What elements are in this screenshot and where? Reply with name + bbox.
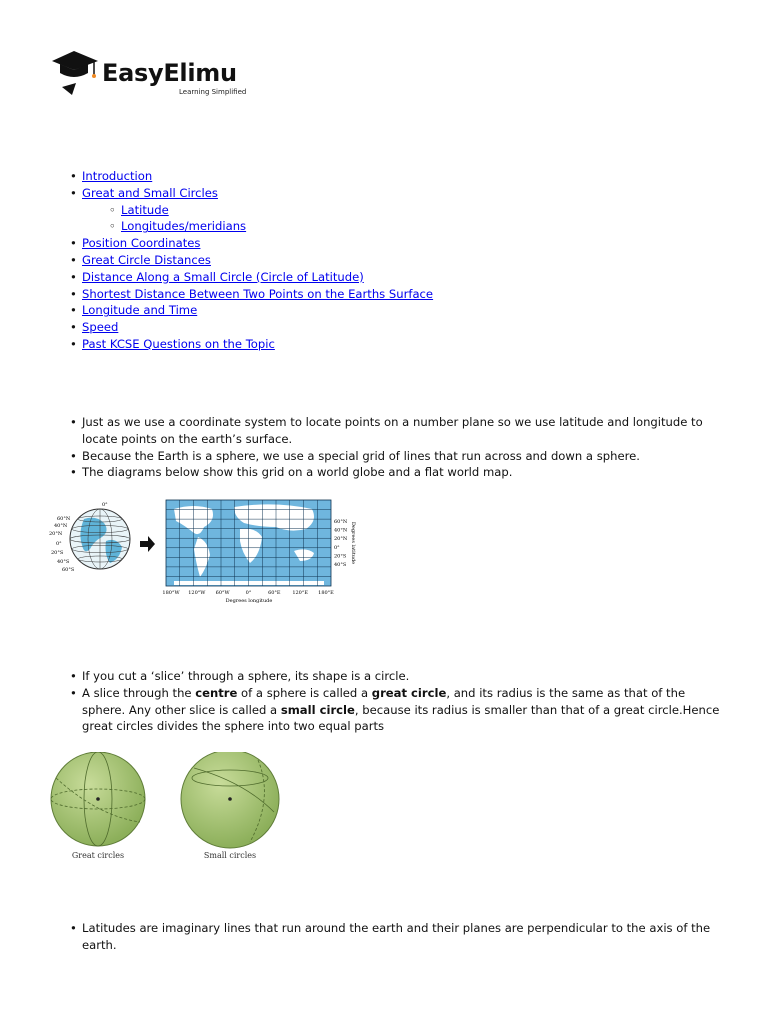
graduation-cap-icon xyxy=(50,45,102,100)
globe-and-map-figure xyxy=(44,497,364,607)
globe-illustration xyxy=(49,502,130,573)
world-map xyxy=(166,500,331,586)
small-circles-sphere xyxy=(181,752,279,848)
right-arrow-icon xyxy=(140,536,155,552)
toc-link[interactable]: Longitude and Time xyxy=(82,303,198,318)
map-lon-label: 120°W xyxy=(188,590,206,596)
globe-label: 20°S xyxy=(51,550,64,556)
map-lon-label: 120°E xyxy=(292,590,309,596)
list-item: • If you cut a ‘slice’ through a sphere, its shape is a circle. xyxy=(70,668,730,685)
map-lon-label: 180°W xyxy=(162,590,180,596)
map-lat-label: 20°N xyxy=(334,536,348,543)
toc-link[interactable]: Shortest Distance Between Two Points on the Earths Surface xyxy=(82,286,434,301)
globe-label: 20°N xyxy=(49,531,63,537)
globe-label: 0° xyxy=(102,502,108,508)
map-lat-label: 60°N xyxy=(334,519,348,525)
caption-great-circles: Great circles xyxy=(71,851,125,860)
toc-link[interactable]: Great and Small Circles xyxy=(82,185,218,200)
map-lon-label: 0° xyxy=(245,590,252,596)
list-item: • Because the Earth is a sphere, we use a special grid of lines that run across and down a sphere. xyxy=(70,448,730,465)
toc-item xyxy=(70,218,433,235)
toc-item xyxy=(70,269,433,286)
site-logo[interactable] xyxy=(50,45,250,100)
globe-label: 0° xyxy=(56,541,62,547)
globe-label: 40°N xyxy=(54,523,68,529)
map-lon-label: 60°E xyxy=(268,590,281,596)
brand-name: EasyElimu xyxy=(102,59,237,87)
map-lon-label: 180°E xyxy=(318,590,334,596)
intro-bullets xyxy=(70,414,730,481)
circles-bullets xyxy=(70,668,730,735)
toc-item xyxy=(70,168,433,185)
map-ylabel: Degrees latitude xyxy=(350,521,356,565)
toc-item xyxy=(70,202,433,219)
map-lon-label: 60°W xyxy=(215,590,230,596)
toc-item xyxy=(70,336,433,353)
text-run: of a sphere is called a xyxy=(237,685,372,700)
toc-item xyxy=(70,235,433,252)
table-of-contents xyxy=(70,168,433,353)
globe-label: 60°N xyxy=(57,516,71,522)
text-run: A slice through the xyxy=(82,685,196,700)
list-item: • The diagrams below show this grid on a world globe and a flat world map. xyxy=(70,464,730,481)
globe-label: 60°S xyxy=(62,567,75,573)
list-item: • Just as we use a coordinate system to locate points on a number plane so we use latitude and longitude to locate points on the earth’s surface. xyxy=(70,414,730,448)
bold-term: centre xyxy=(195,685,238,700)
toc-link[interactable]: Distance Along a Small Circle (Circle of Latitude) xyxy=(82,269,364,284)
great-circles-sphere xyxy=(51,752,145,846)
text-run: , and its radius is the same as that of the sphere. Any other slice is called a xyxy=(82,685,686,717)
bold-term: small circle xyxy=(280,702,355,717)
toc-item xyxy=(70,252,433,269)
map-lat-label: 0° xyxy=(334,544,340,551)
toc-link[interactable]: Latitude xyxy=(121,202,169,217)
brand-tagline: Learning Simplified xyxy=(179,88,247,96)
map-xlabel: Degrees longitude xyxy=(225,598,273,604)
toc-item xyxy=(70,286,433,303)
toc-link[interactable]: Past KCSE Questions on the Topic xyxy=(82,336,275,351)
latitude-bullets xyxy=(70,920,730,954)
toc-link[interactable]: Introduction xyxy=(82,169,153,183)
toc-link[interactable]: Position Coordinates xyxy=(82,236,201,251)
toc-item xyxy=(70,319,433,336)
toc-item xyxy=(70,302,433,319)
bold-term: great circle xyxy=(371,685,447,700)
toc-link[interactable]: Longitudes/meridians xyxy=(121,219,247,234)
caption-small-circles: Small circles xyxy=(203,851,257,860)
toc-link[interactable]: Speed xyxy=(82,320,119,335)
globe-label: 40°S xyxy=(57,559,70,565)
list-item xyxy=(70,685,730,735)
circles-figure xyxy=(44,752,294,867)
map-lat-label: 40°N xyxy=(334,527,348,534)
toc-link[interactable]: Great Circle Distances xyxy=(82,252,211,267)
list-item: • Latitudes are imaginary lines that run around the earth and their planes are perpendicular to the axis of the earth. xyxy=(70,920,730,954)
map-lat-label: 20°S xyxy=(334,553,347,560)
map-lat-label: 40°S xyxy=(334,562,347,568)
text-run: , because its radius is smaller than that of a great circle.Hence great circles divides the sphere into two equal parts xyxy=(82,702,720,734)
toc-item xyxy=(70,185,433,202)
